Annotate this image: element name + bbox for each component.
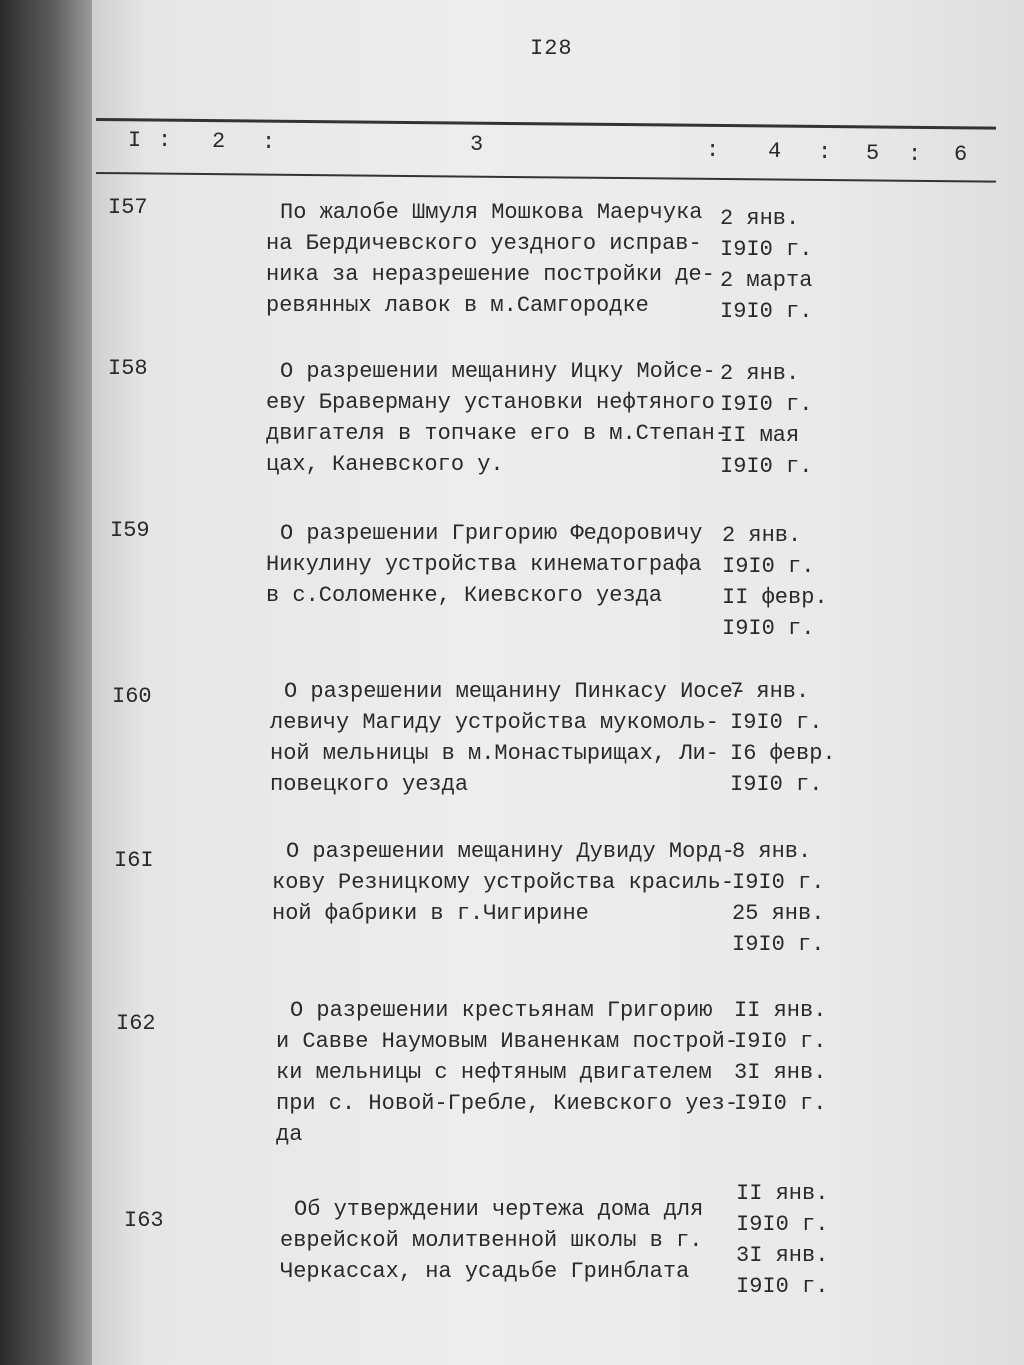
date-end-year: I9I0 г. <box>730 772 823 797</box>
page-edge-shadow <box>0 0 92 1365</box>
record-description <box>272 836 735 929</box>
column-separator: : <box>706 138 720 163</box>
description-line: цах, Каневского у. <box>266 452 504 477</box>
date-end-year: I9I0 г. <box>732 932 825 957</box>
date-start: 8 янв. <box>732 839 812 864</box>
date-start-year: I9I0 г. <box>730 710 823 735</box>
description-line: при с. Новой-Гребле, Киевского уез- <box>276 1091 739 1116</box>
description-line: еву Браверману установки нефтяного <box>266 390 715 415</box>
description-line: еврейской молитвенной школы в г. <box>280 1228 703 1253</box>
date-end-year: I9I0 г. <box>736 1274 829 1299</box>
description-line: Об утверждении чертежа дома для <box>294 1197 704 1222</box>
record-dates <box>736 1178 828 1302</box>
record-description <box>266 197 715 321</box>
date-start: II янв. <box>736 1181 829 1206</box>
date-start: 2 янв. <box>720 206 800 231</box>
record-number: I60 <box>112 684 152 709</box>
description-line: О разрешении крестьянам Григорию <box>290 998 713 1023</box>
record-number: I63 <box>124 1208 164 1233</box>
description-line: и Савве Наумовым Иваненкам построй- <box>276 1029 739 1054</box>
date-end: 3I янв. <box>734 1060 827 1085</box>
record-description <box>280 1194 703 1287</box>
column-2-label: 2 <box>212 129 226 154</box>
date-start-year: I9I0 г. <box>736 1212 829 1237</box>
date-end-year: I9I0 г. <box>734 1091 827 1116</box>
description-line: ной мельницы в м.Монастырищах, Ли- <box>270 741 719 766</box>
column-separator: : <box>262 130 276 155</box>
description-line: в с.Соломенке, Киевского уезда <box>266 583 663 608</box>
date-start-year: I9I0 г. <box>732 870 825 895</box>
description-line: ки мельницы с нефтяным двигателем <box>276 1060 712 1085</box>
column-6-label: 6 <box>954 142 968 167</box>
date-end: II мая <box>720 423 800 448</box>
date-start-year: I9I0 г. <box>722 554 815 579</box>
record-number: I6I <box>114 848 154 873</box>
record-description <box>266 356 728 480</box>
description-line: ника за неразрешение постройки де- <box>266 262 715 287</box>
record-description <box>276 995 738 1150</box>
description-line: ной фабрики в г.Чигирине <box>272 901 589 926</box>
record-dates <box>732 836 824 960</box>
column-5-label: 5 <box>866 141 880 166</box>
date-end: 2 марта <box>720 268 813 293</box>
column-4-label: 4 <box>768 139 782 164</box>
date-start: 7 янв. <box>730 679 810 704</box>
description-line: двигателя в топчаке его в м.Степан- <box>266 421 729 446</box>
date-end: II февр. <box>722 585 828 610</box>
record-dates <box>722 520 828 644</box>
description-line: О разрешении мещанину Дувиду Морд- <box>286 839 735 864</box>
date-start-year: I9I0 г. <box>734 1029 827 1054</box>
date-end-year: I9I0 г. <box>722 616 815 641</box>
date-end-year: I9I0 г. <box>720 454 813 479</box>
record-dates <box>730 676 836 800</box>
record-description <box>270 676 746 800</box>
date-end: I6 февр. <box>730 741 836 766</box>
column-3-label: 3 <box>470 132 484 157</box>
description-line: По жалобе Шмуля Мошкова Маерчука <box>280 200 703 225</box>
record-number: I58 <box>108 356 148 381</box>
record-dates <box>720 358 812 482</box>
page-number: I28 <box>530 36 573 61</box>
record-number: I62 <box>116 1011 156 1036</box>
record-dates <box>734 995 826 1119</box>
description-line: О разрешении Григорию Федоровичу <box>280 521 703 546</box>
column-1-label: I <box>128 128 142 153</box>
description-line: О разрешении мещанину Ицку Мойсе- <box>280 359 716 384</box>
description-line: ревянных лавок в м.Самгородке <box>266 293 649 318</box>
column-separator: : <box>818 140 832 165</box>
date-end-year: I9I0 г. <box>720 299 813 324</box>
date-start: II янв. <box>734 998 827 1023</box>
description-line: Черкассах, на усадьбе Гринблата <box>280 1259 690 1284</box>
description-line: О разрешении мещанину Пинкасу Иосе- <box>284 679 747 704</box>
description-line: на Бердичевского уездного исправ- <box>266 231 702 256</box>
column-separator: : <box>908 142 922 167</box>
column-separator: : <box>158 128 172 153</box>
record-dates <box>720 203 812 327</box>
date-start: 2 янв. <box>722 523 802 548</box>
date-start-year: I9I0 г. <box>720 237 813 262</box>
description-line: кову Резницкому устройства красиль- <box>272 870 735 895</box>
date-start: 2 янв. <box>720 361 800 386</box>
date-end: 25 янв. <box>732 901 825 926</box>
date-start-year: I9I0 г. <box>720 392 813 417</box>
description-line: повецкого уезда <box>270 772 469 797</box>
description-line: левичу Магиду устройства мукомоль- <box>270 710 719 735</box>
record-number: I57 <box>108 195 148 220</box>
date-end: 3I янв. <box>736 1243 829 1268</box>
description-line: Никулину устройства кинематографа <box>266 552 702 577</box>
description-line: да <box>276 1122 303 1147</box>
record-description <box>266 518 702 611</box>
record-number: I59 <box>110 518 150 543</box>
